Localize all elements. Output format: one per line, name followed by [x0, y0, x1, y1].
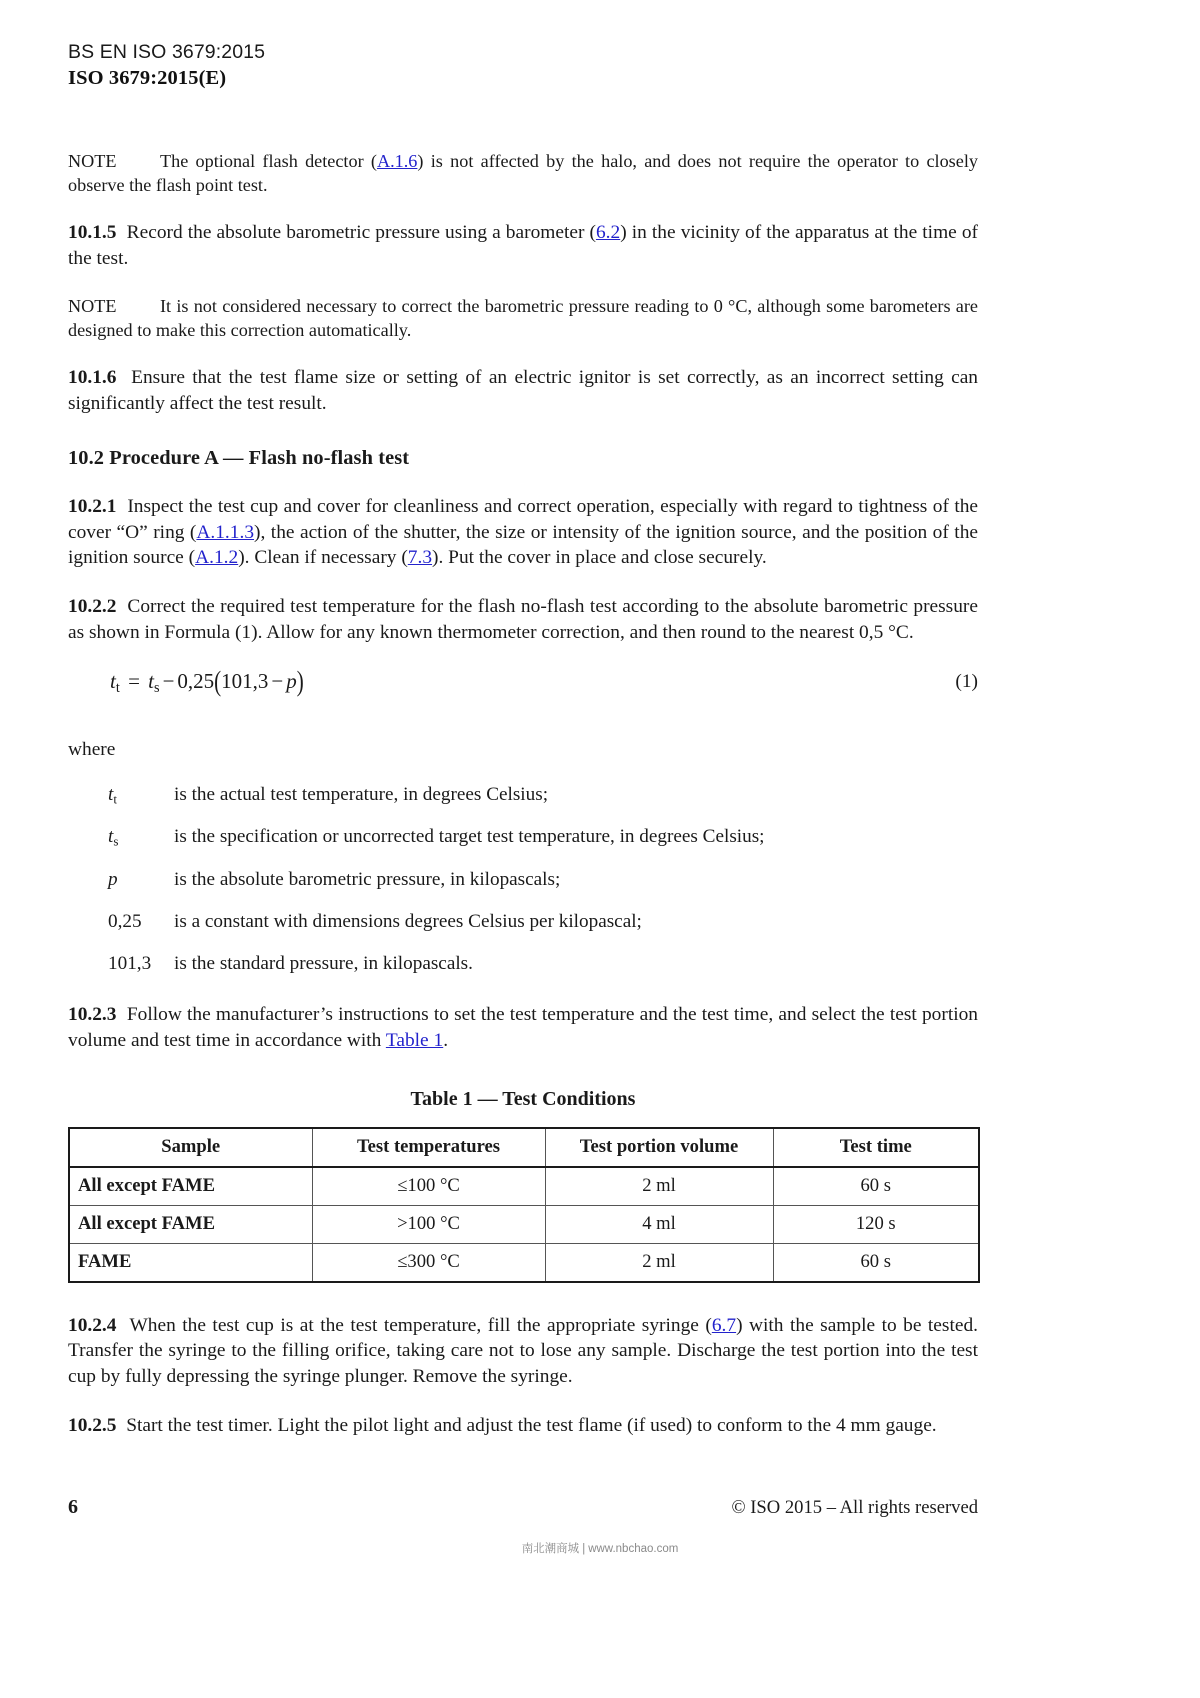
xref-table-1[interactable]: Table 1 — [385, 1029, 444, 1051]
cell-time: 60 s — [773, 1243, 979, 1282]
definition-symbol-text: 0,25 — [108, 910, 142, 932]
table-caption: Table 1 — Test Conditions — [410, 1087, 636, 1110]
definition-list — [68, 783, 978, 976]
formula-equals: = — [128, 668, 140, 693]
definition-symbol — [68, 825, 174, 850]
table-header-row — [69, 1128, 979, 1167]
page-number: 6 — [68, 1496, 78, 1518]
note-paragraph-1 — [68, 150, 978, 197]
clause-10-2-3-text-after: . — [443, 1029, 449, 1051]
formula-constant: 0,25 — [177, 668, 215, 693]
definition-symbol — [68, 868, 174, 892]
xref-7-3[interactable]: 7.3 — [407, 547, 433, 569]
xref-a-1-1-3[interactable]: A.1.1.3 — [196, 521, 255, 543]
clause-number-10-2-5: 10.2.5 — [68, 1414, 117, 1436]
watermark — [0, 1540, 1200, 1556]
formula-close-paren: ) — [296, 664, 304, 697]
definition-item — [68, 868, 978, 892]
definition-item — [68, 952, 978, 976]
xref-6-2[interactable]: 6.2 — [595, 222, 621, 244]
formula-inner-minus: − — [271, 668, 284, 693]
column-header-test-temperatures: Test temperatures — [312, 1128, 545, 1167]
section-heading-10-2: 10.2 Procedure A — Flash no-flash test — [68, 446, 410, 469]
clause-10-1-6-text: Ensure that the test flame size or setting of an electric ignitor is set correctly, as an incorrect setting can significantly affect the test result. — [68, 367, 978, 415]
clause-10-2-3-text-before: Follow the manufacturer’s instructions to set the test temperature and the test time, and select the test portion volume and test time in accordance with — [68, 1003, 978, 1051]
definition-symbol-text: t — [108, 783, 114, 805]
column-header-sample: Sample — [69, 1128, 312, 1167]
formula-1 — [110, 664, 304, 697]
cell-temperature: ≤300 °C — [312, 1243, 545, 1282]
clause-number-10-2-3: 10.2.3 — [68, 1003, 117, 1025]
clause-10-2-5 — [68, 1413, 978, 1439]
formula-number: (1) — [955, 670, 978, 692]
column-header-test-time: Test time — [773, 1128, 979, 1167]
clause-number-10-2-4: 10.2.4 — [68, 1314, 117, 1336]
clause-10-1-5 — [68, 220, 978, 272]
clause-10-2-1-seg-1: Inspect the test cup and cover for cleanliness and correct operation, especially with regard to tightness of the cover “O” ring ( — [68, 495, 979, 543]
note-paragraph-2 — [68, 295, 978, 342]
clause-10-2-1-seg-4: ). Put the cover in place and close securely. — [432, 547, 767, 569]
cell-time: 60 s — [773, 1167, 979, 1206]
where-label: where — [68, 738, 116, 760]
xref-a-1-6[interactable]: A.1.6 — [376, 151, 418, 171]
formula-rhs-sub: s — [154, 679, 160, 696]
page-footer — [68, 1496, 978, 1519]
cell-sample: All except FAME — [69, 1205, 312, 1243]
table-row — [69, 1167, 979, 1206]
cell-temperature: >100 °C — [312, 1205, 545, 1243]
formula-minus: − — [162, 668, 175, 693]
definition-description: is the standard pressure, in kilopascals. — [174, 952, 473, 974]
running-head — [68, 40, 265, 92]
clause-10-2-2 — [68, 594, 978, 646]
cell-volume: 4 ml — [545, 1205, 773, 1243]
running-head-bs: BS EN ISO 3679:2015 — [68, 41, 266, 63]
note-1-text-after: ) is not affected by the halo, and does not require the operator to closely observe the flash point test. — [68, 151, 978, 195]
definition-symbol — [68, 910, 174, 934]
clause-number-10-1-5: 10.1.5 — [68, 222, 117, 244]
formula-open-paren: ( — [214, 664, 222, 697]
definition-symbol-text: t — [108, 826, 114, 848]
definition-item — [68, 825, 978, 850]
cell-volume: 2 ml — [545, 1167, 773, 1206]
running-head-iso: ISO 3679:2015(E) — [68, 67, 227, 90]
clause-10-2-5-text: Start the test timer. Light the pilot light and adjust the test flame (if used) to conform to the 4 mm gauge. — [126, 1414, 937, 1436]
definition-symbol-text: 101,3 — [108, 952, 152, 974]
definition-item — [68, 910, 978, 934]
xref-a-1-2[interactable]: A.1.2 — [195, 547, 239, 569]
clause-10-2-4-text-before: When the test cup is at the test temperature, fill the appropriate syringe ( — [129, 1314, 712, 1336]
definition-description: is the absolute barometric pressure, in kilopascals; — [174, 868, 561, 890]
table-row — [69, 1205, 979, 1243]
formula-lhs-sub: t — [115, 679, 120, 696]
clause-10-2-1 — [68, 494, 978, 571]
definition-symbol — [68, 952, 174, 976]
clause-number-10-1-6: 10.1.6 — [68, 367, 117, 389]
definition-symbol-text: p — [108, 868, 118, 890]
document-body — [68, 150, 978, 1462]
definition-symbol — [68, 783, 174, 808]
test-conditions-table — [68, 1127, 980, 1283]
note-label-2: NOTE — [68, 295, 117, 316]
definition-item — [68, 783, 978, 808]
definition-symbol-subscript: t — [113, 791, 117, 807]
clause-10-2-4-text-after: ) with the sample to be tested. Transfer the syringe to the filling orifice, taking care not to lose any sample. Discharge the test portion into the test cup by fully depressing the syringe plunger. Remove the syringe. — [68, 1314, 978, 1388]
definition-description: is a constant with dimensions degrees Celsius per kilopascal; — [174, 910, 642, 932]
copyright-notice: © ISO 2015 – All rights reserved — [731, 1497, 978, 1518]
table-body — [69, 1167, 979, 1282]
formula-rhs-var: t — [148, 668, 154, 693]
table-head — [69, 1128, 979, 1167]
watermark-url: www.nbchao.com — [588, 1543, 679, 1555]
definition-description: is the specification or uncorrected target test temperature, in degrees Celsius; — [174, 826, 765, 848]
watermark-separator: | — [582, 1543, 586, 1555]
clause-number-10-2-1: 10.2.1 — [68, 495, 117, 517]
clause-10-1-5-text-after: ) in the vicinity of the apparatus at the time of the test. — [68, 222, 978, 270]
cell-sample: All except FAME — [69, 1167, 312, 1206]
clause-10-1-6 — [68, 365, 978, 417]
formula-lhs-var: t — [110, 668, 116, 693]
table-row — [69, 1243, 979, 1282]
note-2-text: It is not considered necessary to correct the barometric pressure reading to 0 °C, although some barometers are designed to make this correction automatically. — [68, 295, 978, 340]
clause-10-2-3 — [68, 1002, 978, 1054]
watermark-cn-text: 南北潮商城 — [521, 1543, 580, 1555]
definition-symbol-subscript: s — [113, 833, 119, 849]
clause-10-1-5-text-before: Record the absolute barometric pressure using a barometer ( — [126, 222, 596, 244]
formula-standard-pressure: 101,3 — [221, 668, 269, 693]
clause-10-2-1-seg-3: ). Clean if necessary ( — [238, 547, 408, 569]
cell-volume: 2 ml — [545, 1243, 773, 1282]
clause-10-2-2-text: Correct the required test temperature for the flash no-flash test according to the absolute barometric pressure as shown in Formula (1). Allow for any known thermometer correction, and then round to the nearest 0,5 °C. — [68, 596, 978, 643]
note-label: NOTE — [68, 151, 117, 171]
cell-temperature: ≤100 °C — [312, 1167, 545, 1206]
clause-number-10-2-2: 10.2.2 — [68, 596, 117, 618]
formula-pressure-var: p — [286, 668, 297, 693]
formula-1-row — [68, 664, 978, 709]
cell-sample: FAME — [69, 1243, 312, 1282]
clause-10-2-1-seg-2: ), the action of the shutter, the size or intensity of the ignition source, and the position of the ignition source ( — [68, 521, 978, 569]
cell-time: 120 s — [773, 1205, 979, 1243]
column-header-test-portion-volume: Test portion volume — [545, 1128, 773, 1167]
xref-6-7[interactable]: 6.7 — [711, 1314, 737, 1336]
note-1-text-before: The optional flash detector ( — [160, 151, 377, 171]
clause-10-2-4 — [68, 1313, 978, 1390]
definition-description: is the actual test temperature, in degrees Celsius; — [174, 783, 549, 805]
